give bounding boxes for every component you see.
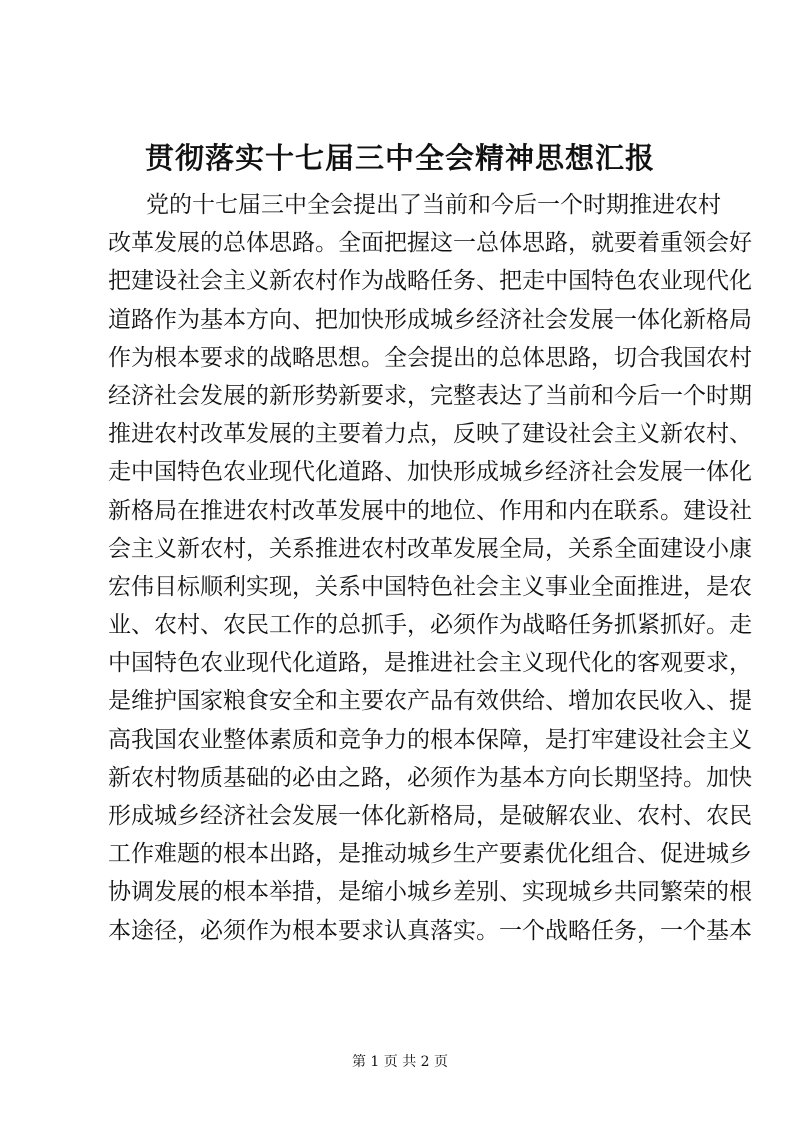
body-line: 形成城乡经济社会发展一体化新格局，是破解农业、农村、农民 xyxy=(108,803,752,829)
body-line: 走中国特色农业现代化道路、加快形成城乡经济社会发展一体化 xyxy=(108,459,752,486)
body-line: 推进农村改革发展的主要着力点，反映了建设社会主义新农村、 xyxy=(108,421,752,448)
body-line: 道路作为基本方向、把加快形成城乡经济社会发展一体化新格局 xyxy=(108,306,752,333)
body-line: 经济社会发展的新形势新要求，完整表达了当前和今后一个时期 xyxy=(108,382,752,409)
document-title: 贯彻落实十七届三中全会精神思想汇报 xyxy=(144,141,655,175)
body-line: 高我国农业整体素质和竞争力的根本保障，是打牢建设社会主义 xyxy=(108,726,752,753)
body-line: 新农村物质基础的必由之路，必须作为基本方向长期坚持。加快 xyxy=(108,764,752,791)
body-line: 改革发展的总体思路。全面把握这一总体思路，就要着重领会好 xyxy=(108,230,752,257)
body-line: 业、农村、农民工作的总抓手，必须作为战略任务抓紧抓好。走 xyxy=(108,612,752,639)
body-line: 本途径，必须作为根本要求认真落实。一个战略任务，一个基本 xyxy=(108,917,752,944)
body-line: 作为根本要求的战略思想。全会提出的总体思路，切合我国农村 xyxy=(108,344,752,371)
body-line: 会主义新农村，关系推进农村改革发展全局，关系全面建设小康 xyxy=(108,535,752,562)
body-line: 中国特色农业现代化道路，是推进社会主义现代化的客观要求， xyxy=(108,650,752,677)
body-line: 工作难题的根本出路，是推动城乡生产要素优化组合、促进城乡 xyxy=(108,841,752,868)
body-line: 协调发展的根本举措，是缩小城乡差别、实现城乡共同繁荣的根 xyxy=(108,879,752,906)
body-line: 把建设社会主义新农村作为战略任务、把走中国特色农业现代化 xyxy=(108,268,752,295)
page-number-footer: 第 1 页 共 2 页 xyxy=(351,1054,449,1070)
body-line: 党的十七届三中全会提出了当前和今后一个时期推进农村 xyxy=(146,192,721,218)
body-line: 宏伟目标顺利实现，关系中国特色社会主义事业全面推进，是农 xyxy=(108,573,752,600)
document-body xyxy=(108,186,752,950)
body-line: 新格局在推进农村改革发展中的地位、作用和内在联系。建设社 xyxy=(108,497,752,524)
body-line: 是维护国家粮食安全和主要农产品有效供给、增加农民收入、提 xyxy=(108,688,752,715)
